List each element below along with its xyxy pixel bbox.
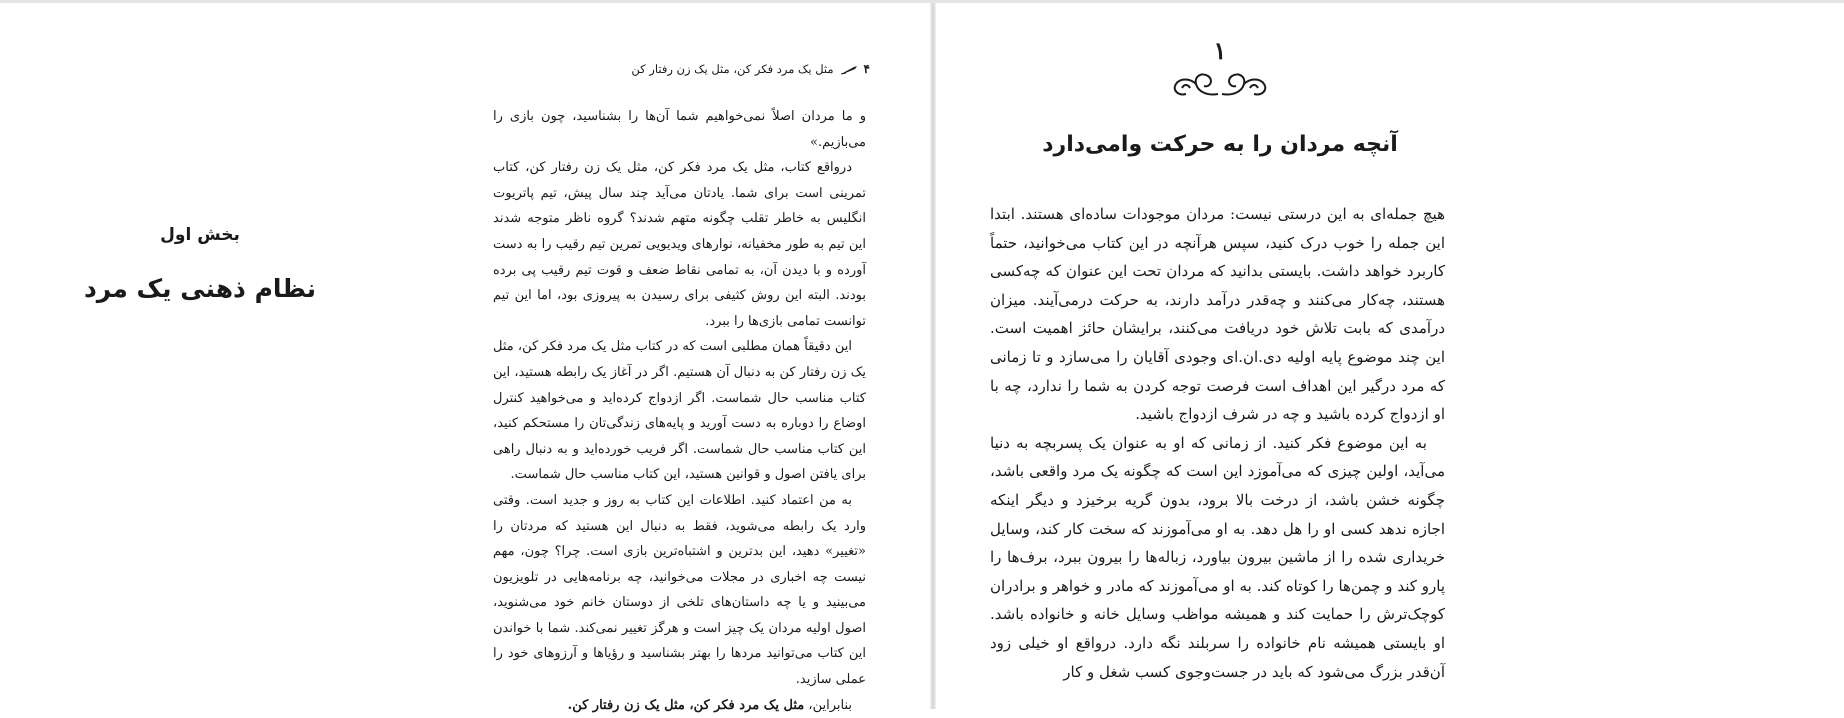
paragraph: هیچ جمله‌ای به این درستی نیست: مردان موجودات ساده‌ای هستند. ابتدا این جمله را خوب درک کنید، سپس هرآنچه در این کتاب می‌خوانید، حتماً کاربرد خواهد داشت. بایستی بدانید که مردان تحت این عنوان که چه‌کسی هستند، چه‌کار می‌کنند و چه‌قدر درآمد دارند، به حرکت درمی‌آیند. میزان درآمدی که بابت تلاش خود دریافت می‌کنند، برایشان حائز اهمیت است. این چند موضوع پایه اولیه دی.ان.ای وجودی آقایان را می‌سازد و تا زمانی که مرد درگیر این اهداف است فرصت توجه کردن به شما را ندارد، چه با او ازدواج کرده باشید و چه در شرف ازدواج باشید. [990,205,1445,424]
part-label: بخش اول [160,225,240,245]
floral-ornament-icon [1160,66,1280,102]
left-page-body [493,104,866,718]
chapter-number: ۱ [1213,36,1227,65]
right-page-body [990,200,1445,686]
paragraph: و ما مردان اصلاً نمی‌خواهیم شما آن‌ها را بشناسید، چون بازی را می‌بازیم.» [493,109,866,150]
closing-prefix: بنابراین، [804,697,852,713]
page-number: ۴ [863,62,870,76]
chapter-title: آنچه مردان را به حرکت وامی‌دارد [1042,132,1398,157]
pen-icon [840,64,858,74]
paragraph: این دقیقاً همان مطلبی است که در کتاب مثل یک مرد فکر کن، مثل یک زن رفتار کن به دنبال آن هستیم. اگر در آغاز یک رابطه هستید، این کتاب مناسب حال شماست. اگر ازدواج کرده‌اید و می‌خواهید کنترل اوضاع را دوباره به دست آورید و پایه‌های زندگی‌تان را مستحکم کنید، این کتاب مناسب حال شماست. اگر فریب خورده‌اید و به دنبال راهی برای یافتن اصول و قوانین هستید، این کتاب مناسب حال شماست. [493,339,866,483]
part-title: نظام ذهنی یک مرد [83,274,317,303]
running-header-title: مثل یک مرد فکر کن، مثل یک زن رفتار کن [631,62,834,76]
paragraph: به این موضوع فکر کنید. از زمانی که او به عنوان یک پسربچه به دنیا می‌آید، اولین چیزی که می‌آموزد این است که چگونه یک مرد واقعی باشد، چگونه خشن باشد، از درخت بالا برود، بدون گریه برخیزد و دیگر اینکه اجازه ندهد کسی او را هل دهد. به او می‌آموزند که سخت کار کند، وسایل خریداری شده را از ماشین بیرون بیاورد، زباله‌ها را بیرون ببرد، برف‌ها را پارو کند و چمن‌ها را کوتاه کند. به او می‌آموزند که مادر و خواهر و برادران کوچک‌ترش را حمایت کند و همیشه مواظب وسایل خانه و خانواده باشد. او بایستی همیشه نام خانواده را سربلند نگه دارد. درواقع او خیلی زود آن‌قدر بزرگ می‌شود که باید در جست‌وجوی کسب شغل و کار [990,433,1445,681]
paragraph: به من اعتماد کنید. اطلاعات این کتاب به روز و جدید است. وقتی وارد یک رابطه می‌شوید، فقط به دنبال این هستید که مردتان را «تغییر» دهید، این بدترین و اشتباه‌ترین بازی است. چرا؟ چون، مهم نیست چه اخباری در مجلات می‌خوانید، چه برنامه‌هایی در تلویزیون می‌بینید و یا چه داستان‌های تلخی از دوستان خانم خود می‌شنوید، اصول اولیه مردان یک چیز است و هرگز تغییر نمی‌کند. شما با خواندن این کتاب می‌توانید مردها را بهتر بشناسید و رؤیاها و آرزوهای خود را عملی سازید. [493,492,866,688]
closing-paragraph [493,693,866,718]
paragraph: درواقع کتاب، مثل یک مرد فکر کن، مثل یک زن رفتار کن، کتاب تمرینی است برای شما. یادتان می‌آید چند سال پیش، تیم پاتریوت انگلیس به خاطر تقلب چگونه متهم شدند؟ گروه ناظر متوجه شدند این تیم به طور مخفیانه، نوارهای ویدیویی تمرین تیم رقیب را به دست آورده و با دیدن آن، به تمامی نقاط ضعف و قوت تیم رقیب پی برده بودند. البته این روش کثیفی برای رسیدن به پیروزی بود، اما این تیم توانست تمامی بازی‌ها را ببرد. [493,160,866,329]
closing-bold-title: مثل یک مرد فکر کن، مثل یک زن رفتار کن. [567,697,805,713]
running-header [620,62,870,76]
